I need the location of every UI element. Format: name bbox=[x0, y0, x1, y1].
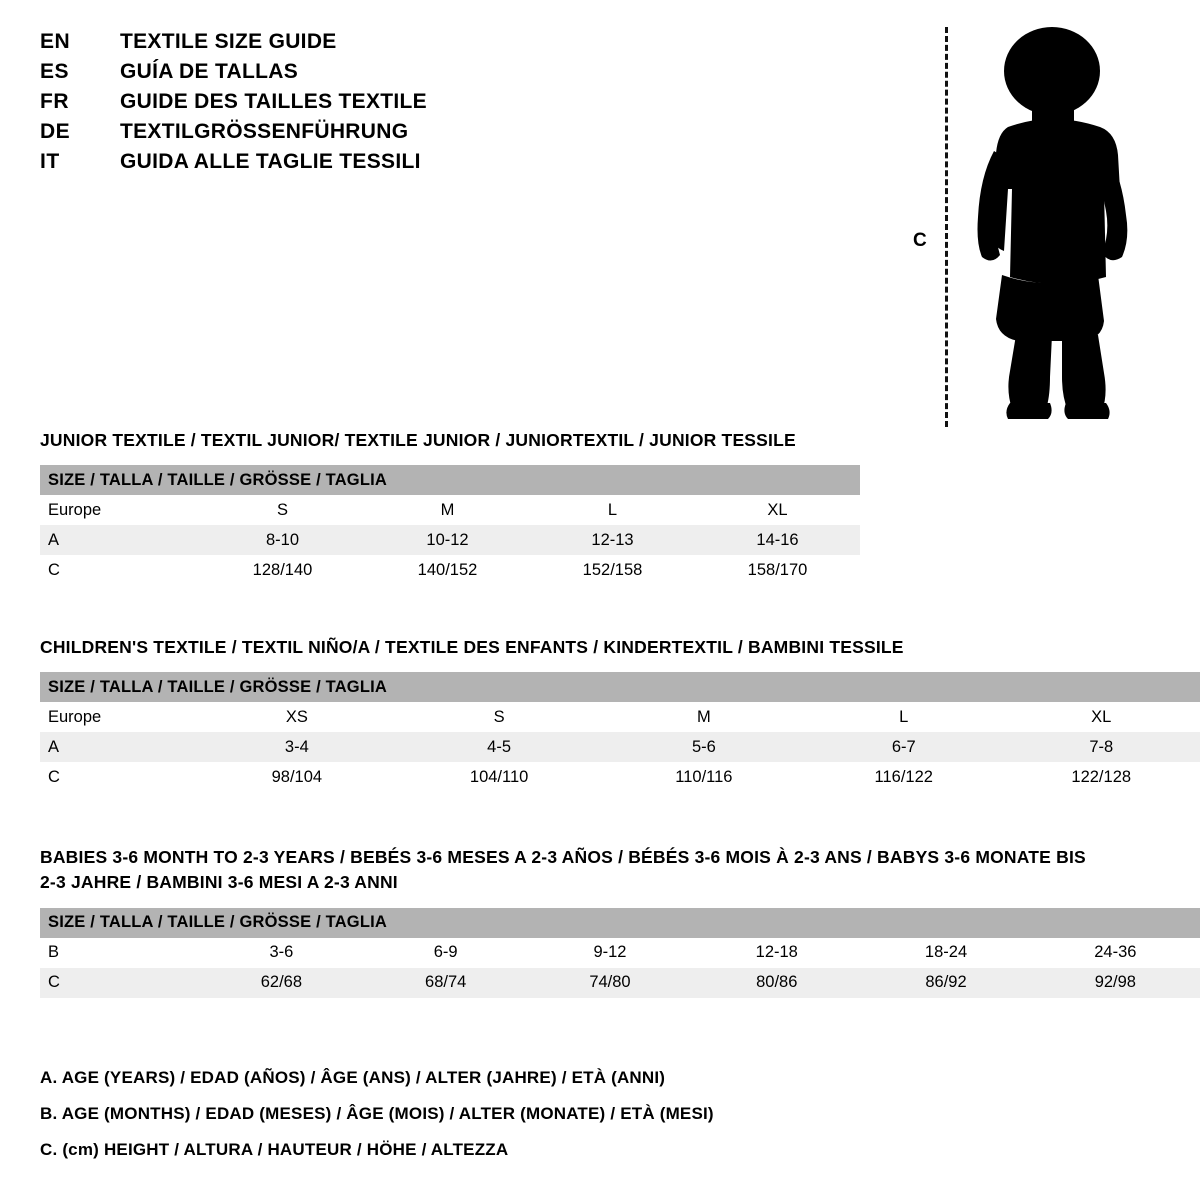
table-band-row bbox=[40, 465, 860, 495]
table-row bbox=[40, 555, 860, 585]
table-cell: 5-6 bbox=[691, 737, 716, 756]
table-row bbox=[40, 495, 860, 525]
table-cell: XL bbox=[1091, 707, 1112, 726]
table-cell: 98/104 bbox=[271, 767, 323, 786]
header-lang-code: ES bbox=[40, 60, 70, 83]
table-cell: 12-13 bbox=[591, 530, 634, 549]
babies-size-table bbox=[40, 908, 1200, 998]
header-lang-code: DE bbox=[40, 120, 71, 143]
table-cell: 104/110 bbox=[469, 767, 529, 786]
table-cell: 8-10 bbox=[265, 530, 300, 549]
section-title: JUNIOR TEXTILE / TEXTIL JUNIOR/ TEXTILE JUNIOR / JUNIORTEXTIL / JUNIOR TESSILE bbox=[40, 430, 796, 450]
table-cell: L bbox=[607, 500, 618, 519]
child-silhouette-icon bbox=[960, 23, 1135, 428]
table-cell: L bbox=[899, 707, 909, 726]
table-cell: 122/128 bbox=[1071, 767, 1132, 786]
row-label: Europe bbox=[48, 707, 102, 726]
section-junior-textile bbox=[40, 428, 860, 585]
table-band-row bbox=[40, 908, 1200, 938]
table-cell: S bbox=[276, 500, 288, 519]
table-row bbox=[40, 732, 1200, 762]
header-title-text: GUIDA ALLE TAGLIE TESSILI bbox=[120, 150, 421, 173]
header-lang-code: EN bbox=[40, 30, 71, 53]
footnote-c: C. (cm) HEIGHT / ALTURA / HAUTEUR / HÖHE / ALTEZZA bbox=[40, 1140, 509, 1159]
table-cell: 10-12 bbox=[426, 530, 469, 549]
band-label: SIZE / TALLA / TAILLE / GRÖSSE / TAGLIA bbox=[40, 672, 1200, 702]
table-cell: 24-36 bbox=[1094, 943, 1137, 962]
table-cell: 80/86 bbox=[756, 973, 798, 992]
header-title-text: GUIDE DES TAILLES TEXTILE bbox=[120, 90, 427, 113]
height-dashed-line bbox=[945, 27, 948, 427]
band-label: SIZE / TALLA / TAILLE / GRÖSSE / TAGLIA bbox=[40, 908, 1200, 938]
table-cell: 14-16 bbox=[756, 530, 799, 549]
table-cell: XS bbox=[285, 707, 308, 726]
table-cell: 18-24 bbox=[924, 943, 968, 962]
row-label: C bbox=[48, 560, 60, 579]
table-row bbox=[40, 525, 860, 555]
footnote-a: A. AGE (YEARS) / EDAD (AÑOS) / ÂGE (ANS) / ALTER (JAHRE) / ETÀ (ANNI) bbox=[40, 1068, 666, 1087]
height-measurement-figure bbox=[905, 15, 1135, 425]
header-row bbox=[40, 120, 600, 144]
table-band-row bbox=[40, 672, 1200, 702]
section-title: CHILDREN'S TEXTILE / TEXTIL NIÑO/A / TEXTILE DES ENFANTS / KINDERTEXTIL / BAMBINI TESSILE bbox=[40, 637, 904, 657]
table-cell: 68/74 bbox=[425, 973, 467, 992]
table-cell: 74/80 bbox=[589, 973, 631, 992]
table-cell: 9-12 bbox=[593, 943, 627, 962]
section-childrens-textile bbox=[40, 635, 1200, 792]
table-cell: M bbox=[697, 707, 711, 726]
table-row bbox=[40, 938, 1200, 968]
table-cell: 158/170 bbox=[747, 560, 808, 579]
row-label: C bbox=[48, 973, 60, 992]
header-row bbox=[40, 150, 600, 174]
table-cell: 7-8 bbox=[1089, 737, 1114, 756]
row-label: A bbox=[48, 737, 60, 756]
row-label: Europe bbox=[48, 500, 102, 519]
footnotes bbox=[40, 1068, 1040, 1176]
header-title-text: TEXTILGRÖSSENFÜHRUNG bbox=[120, 120, 409, 143]
footnote-b: B. AGE (MONTHS) / EDAD (MESES) / ÂGE (MOIS) / ALTER (MONATE) / ETÀ (MESI) bbox=[40, 1104, 714, 1123]
table-cell: 128/140 bbox=[252, 560, 313, 579]
table-cell: 110/116 bbox=[675, 767, 733, 786]
header-row bbox=[40, 60, 600, 84]
table-cell: 152/158 bbox=[582, 560, 643, 579]
table-cell: M bbox=[440, 500, 455, 519]
table-cell: 86/92 bbox=[925, 973, 967, 992]
section-title: BABIES 3-6 MONTH TO 2-3 YEARS / BEBÉS 3-6 MESES A 2-3 AÑOS / BÉBÉS 3-6 MOIS À 2-3 ANS / BABYS 3-6 MONATE BIS 2-3 JAHRE / BAMBINI 3-6 MESI A 2-3 ANNI bbox=[40, 847, 1086, 893]
section-babies-textile bbox=[40, 845, 1200, 998]
table-cell: 3-6 bbox=[269, 943, 294, 962]
table-cell: 62/68 bbox=[260, 973, 303, 992]
row-label: C bbox=[48, 767, 60, 786]
header-title-text: GUÍA DE TALLAS bbox=[120, 60, 299, 83]
table-row bbox=[40, 702, 1200, 732]
table-cell: 92/98 bbox=[1094, 973, 1136, 992]
header-lang-code: FR bbox=[40, 90, 69, 113]
band-label: SIZE / TALLA / TAILLE / GRÖSSE / TAGLIA bbox=[40, 465, 860, 495]
header-titles bbox=[40, 30, 600, 180]
table-cell: S bbox=[493, 707, 505, 726]
table-cell: 3-4 bbox=[284, 737, 309, 756]
table-row bbox=[40, 762, 1200, 792]
row-label: B bbox=[48, 943, 60, 962]
children-size-table bbox=[40, 672, 1200, 792]
header-row bbox=[40, 90, 600, 114]
junior-size-table bbox=[40, 465, 860, 585]
header-lang-code: IT bbox=[40, 150, 60, 173]
header-title-text: TEXTILE SIZE GUIDE bbox=[120, 30, 337, 53]
table-row bbox=[40, 968, 1200, 998]
table-cell: 4-5 bbox=[487, 737, 512, 756]
row-label: A bbox=[48, 530, 60, 549]
table-cell: XL bbox=[767, 500, 788, 519]
table-cell: 6-9 bbox=[433, 943, 458, 962]
table-cell: 6-7 bbox=[891, 737, 916, 756]
table-cell: 116/122 bbox=[874, 767, 933, 786]
measure-letter-c: C bbox=[913, 230, 927, 251]
table-cell: 12-18 bbox=[755, 943, 798, 962]
header-row bbox=[40, 30, 600, 54]
table-cell: 140/152 bbox=[417, 560, 478, 579]
